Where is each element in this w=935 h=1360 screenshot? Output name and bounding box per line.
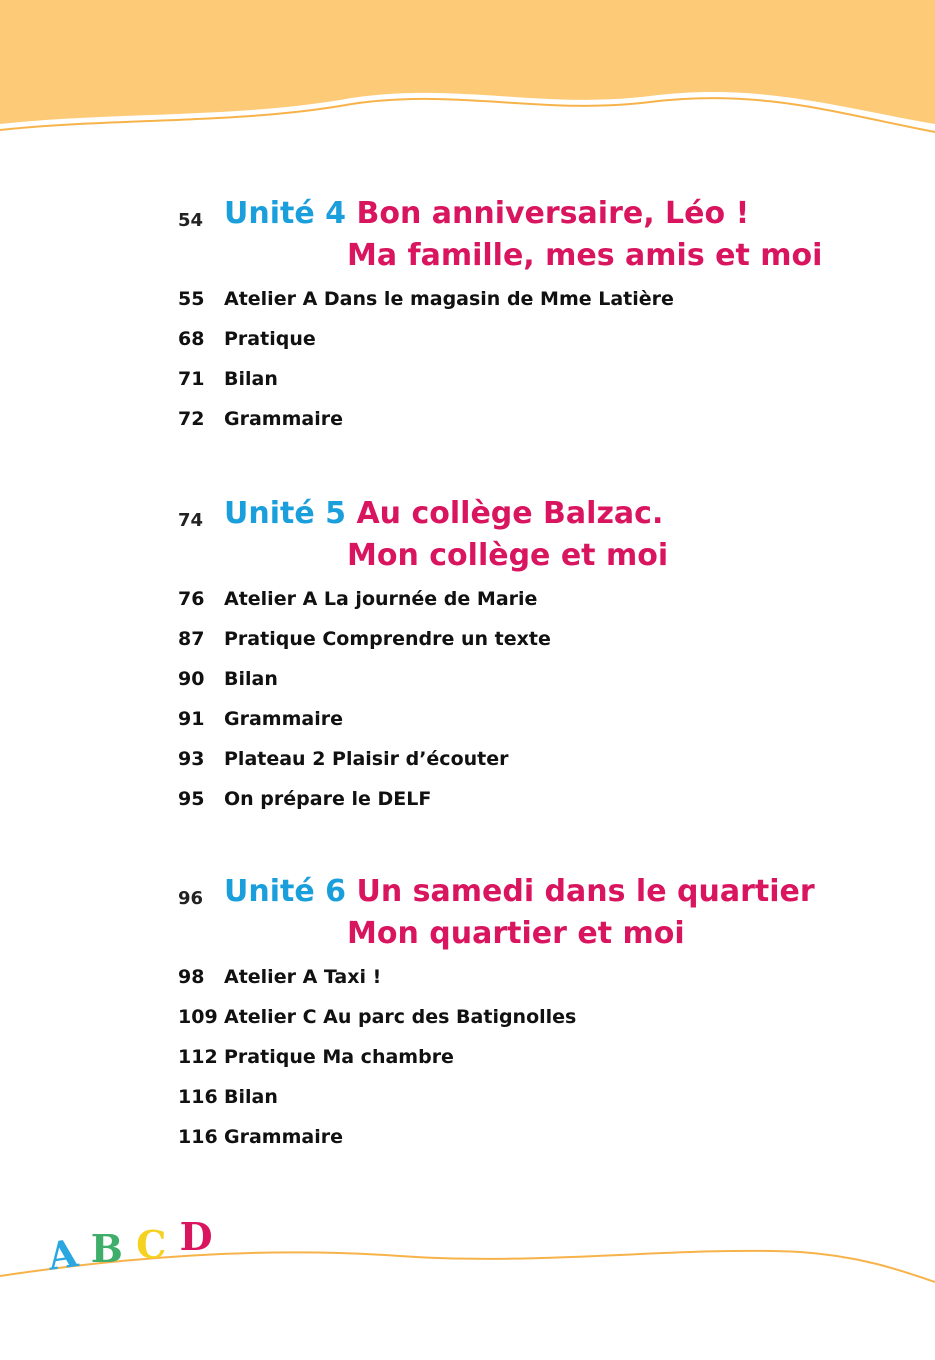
- toc-entry[interactable]: [0, 288, 935, 328]
- unit-label: [224, 496, 663, 531]
- entry-page: 93: [178, 748, 205, 770]
- unit-subtitle: Mon collège et moi: [347, 538, 669, 573]
- logo-letter-d: D: [179, 1214, 213, 1259]
- entry-page: 95: [178, 788, 205, 810]
- entry-page: 87: [178, 628, 205, 650]
- entry-page: 91: [178, 708, 205, 730]
- entry-text: Atelier A Dans le magasin de Mme Latière: [224, 288, 674, 310]
- unit-number: Unité 5: [224, 496, 347, 531]
- entry-text: Atelier A Taxi !: [224, 966, 382, 988]
- toc-entry[interactable]: [0, 788, 935, 828]
- toc-entry[interactable]: [0, 1006, 935, 1046]
- entry-page: 68: [178, 328, 205, 350]
- entry-text: Pratique Ma chambre: [224, 1046, 454, 1068]
- logo-letter-c: C: [136, 1222, 167, 1267]
- entry-text: Atelier A La journée de Marie: [224, 588, 538, 610]
- toc-entry[interactable]: [0, 588, 935, 628]
- entry-page: 109: [178, 1006, 218, 1028]
- unit-heading: [0, 874, 935, 960]
- unit-entries: [0, 966, 935, 1166]
- unit-label: [224, 196, 749, 231]
- entry-text: Plateau 2 Plaisir d’écouter: [224, 748, 509, 770]
- unit-entries: [0, 288, 935, 448]
- toc-entry[interactable]: [0, 966, 935, 1006]
- toc-entry[interactable]: [0, 408, 935, 448]
- toc-entry[interactable]: [0, 628, 935, 668]
- unit-heading: [0, 196, 935, 282]
- unit-4-section: [0, 196, 935, 448]
- entry-page: 72: [178, 408, 205, 430]
- unit-number: Unité 4: [224, 196, 347, 231]
- unit-page-number: 74: [178, 510, 204, 531]
- entry-page: 71: [178, 368, 205, 390]
- entry-page: 112: [178, 1046, 218, 1068]
- toc-entry[interactable]: [0, 1126, 935, 1166]
- entry-page: 55: [178, 288, 205, 310]
- unit-subtitle: Ma famille, mes amis et moi: [347, 238, 823, 273]
- unit-title: Bon anniversaire, Léo !: [356, 196, 750, 231]
- entry-text: Grammaire: [224, 708, 343, 730]
- entry-text: Grammaire: [224, 1126, 343, 1148]
- unit-number: Unité 6: [224, 874, 347, 909]
- toc-entry[interactable]: [0, 1046, 935, 1086]
- entry-text: Pratique: [224, 328, 316, 350]
- logo-letter-a: A: [45, 1230, 81, 1279]
- toc-entry[interactable]: [0, 708, 935, 748]
- unit-subtitle: Mon quartier et moi: [347, 916, 685, 951]
- abcd-logo: [45, 1214, 213, 1279]
- entry-page: 90: [178, 668, 205, 690]
- entry-page: 116: [178, 1086, 218, 1108]
- entry-text: Bilan: [224, 1086, 278, 1108]
- unit-title: Au collège Balzac.: [356, 496, 664, 531]
- toc-entry[interactable]: [0, 328, 935, 368]
- entry-text: Atelier C Au parc des Batignolles: [224, 1006, 577, 1028]
- unit-6-section: [0, 874, 935, 1166]
- entry-text: Bilan: [224, 368, 278, 390]
- toc-entry[interactable]: [0, 748, 935, 788]
- unit-label: [224, 874, 815, 909]
- entry-page: 76: [178, 588, 205, 610]
- toc-entry[interactable]: [0, 1086, 935, 1126]
- unit-page-number: 54: [178, 210, 204, 231]
- unit-5-section: [0, 496, 935, 828]
- toc-entry[interactable]: [0, 368, 935, 408]
- entry-text: On prépare le DELF: [224, 788, 432, 810]
- unit-entries: [0, 588, 935, 828]
- entry-page: 98: [178, 966, 205, 988]
- unit-heading: [0, 496, 935, 582]
- logo-letter-b: B: [90, 1226, 123, 1271]
- entry-text: Pratique Comprendre un texte: [224, 628, 551, 650]
- entry-page: 116: [178, 1126, 218, 1148]
- entry-text: Grammaire: [224, 408, 343, 430]
- unit-title: Un samedi dans le quartier: [356, 874, 815, 909]
- toc-entry[interactable]: [0, 668, 935, 708]
- unit-page-number: 96: [178, 888, 204, 909]
- entry-text: Bilan: [224, 668, 278, 690]
